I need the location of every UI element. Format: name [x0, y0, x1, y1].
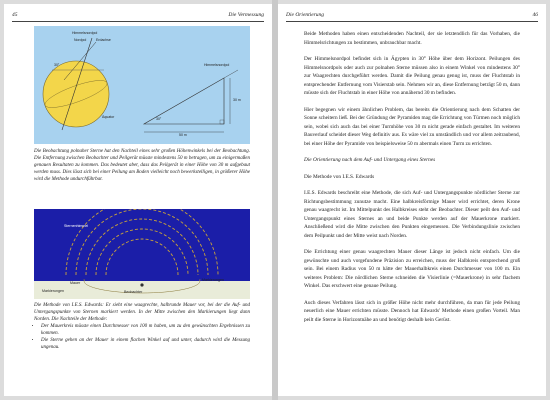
label-aequator: Äquator [102, 115, 115, 119]
section-heading: Die Orientierung nach dem Auf- und Untergang eines Sternes [304, 157, 436, 163]
body-text [304, 30, 520, 324]
caption-bullet: • Die Sterne gehen an der Mauer in einem flachen Winkel auf und unter, dadurch wird die Messung ungenau. [41, 337, 250, 351]
left-page-number: 45 [12, 12, 18, 18]
caption-bullet: • Der Mauerkreis müsste einen Durchmesser von 100 m haben, um zu den gewünschten Ergebnissen zu kommen. [41, 323, 250, 337]
star-arc-1 [106, 239, 178, 275]
figure-polar-star-drawing [34, 26, 250, 144]
label-sternenhimmel: Sternenhimmel [64, 224, 89, 228]
label-erdachse: Erdachse [96, 38, 111, 42]
label-markierungen-right: Markierungen [202, 278, 224, 282]
subsection-heading: Die Methode von I.E.S. Edwards [304, 173, 375, 180]
caption-figure-2-bullets [34, 323, 250, 351]
figure-edwards-method [34, 209, 250, 299]
figure-edwards-drawing [34, 209, 250, 299]
label-angle: 30° [54, 63, 60, 67]
right-angle-mark [220, 120, 224, 124]
label-mauer: Mauer [70, 281, 81, 285]
caption-figure-1 [34, 148, 250, 183]
label-markierungen-left: Markierungen [42, 289, 64, 293]
observer-point [140, 283, 143, 286]
body-paragraph: Beide Methoden haben einen entscheidenden Nachteil, der sie letztendlich für das Vorhaben, die Himmelsrichtungen zu bestimmen, unbrauchbar macht. [304, 31, 520, 46]
body-paragraph: Der Himmelsnordpol befindet sich in Ägypten in 30° Höhe über dem Horizont. Peilungen des Himmelsnordpols oder auch zur polnahen Sterne müssen also in einem Winkel von mindestens 30° zur Waagrechten durchgeführt werden. Damit die Peilung genau genug ist, muss der Fluchtstab in entsprechender Entfernung vom Visierstab sein. Nehmen wir an, diese Entfernung beträgt 50 m, dann müsste sich der Fluchtstab in einer Höhe von annähernd 30 m befinden. [304, 56, 520, 96]
left-page [4, 4, 272, 396]
label-angle-2: 30° [156, 117, 162, 121]
body-paragraph: Auch dieses Verfahren lässt sich in größer Höhe nicht mehr durchführen, da man für jede Peilung neuerlich eine Mauer errichten müsste. Dennoch hat Edwards' Methode einen großen Vorteil. Man peilt die Sterne in Horizontnähe an und benötigt deshalb kein Gerüst. [304, 299, 520, 323]
header-rule [286, 21, 538, 22]
figure-polar-star-observation [34, 26, 250, 144]
right-running-header [286, 12, 538, 23]
globe-shape [43, 61, 109, 127]
star-arcs [66, 209, 218, 275]
label-himmelsnordpol: Himmelsnordpol [72, 31, 98, 35]
label-height: 30 m [233, 98, 241, 102]
star-arc-2 [96, 229, 188, 275]
label-beobachter: Beobachter [124, 290, 143, 294]
header-rule [12, 21, 264, 22]
right-running-title: Die Orientierung [286, 12, 325, 18]
left-running-header [12, 12, 264, 23]
body-paragraph: Hier begegnen wir einem ähnlichen Problem, das bereits die Orientierung nach dem Schatten der Sonne scheitern ließ. Bei der Gründung der Pyramiden mag die Errichtung von Türmen noch möglich sein, wobei sich auch das bei einer Turmhöhe von 30 m nicht gerade einfach gestaltet. Im weiteren Bauverlauf scheidet dieser Weg definitiv aus. Es wäre viel zu umständlich und vor allem zeitraubend, bei einer Höhe der Pyramide von beispielsweise 50 m abermals einen Turm zu errichten. [304, 106, 520, 147]
sight-extension [224, 70, 238, 78]
left-running-title: Die Vermessung [228, 12, 264, 18]
body-paragraph: Die Errichtung einer genau waagrechten Mauer dieser Länge ist jedoch nicht einfach. Um die gewünschte und auch vorgefundene Präzision zu erreichen, muss der Halbkreis entsprechend groß sein. Bei einem Radius von 50 m hätte der Mauerhalbkreis einen Durchmesser von 100 m. Ein weiteres Problem: Die nördlichen Sterne schneiden die Visierlinie (=Mauerkrone) in sehr flachem Winkel. Das erschwert eine genaue Peilung. [304, 249, 520, 289]
caption-figure-2 [34, 302, 250, 351]
right-page [278, 4, 546, 396]
label-nordpol: Nordpol [74, 38, 87, 42]
body-paragraph: I.E.S. Edwards beschreibt eine Methode, die sich Auf- und Untergangspunkte nördlicher Sterne zur Richtungsbestimmung zunutze macht. Eine halbkreisförmige Mauer wird errichtet, deren Krone genau waagrecht ist. Im Mittelpunkt des Halbkreises steht der Beobachter. Dieser peilt den Auf- und Untergangspunkt eines Sternes an und beide Punkte werden auf der Mauerkrone markiert. Anschließend wird die Mitte zwischen den Punkten eingemessen. Die Verbindungslinie zwischen dem Peilpunkt und der Mitte weist nach Norden. [304, 190, 520, 239]
label-himmelsnordpol-2: Himmelsnordpol [204, 63, 230, 67]
label-distance: 50 m [179, 133, 187, 137]
caption-figure-2-intro: Die Methode von I.E.S. Edwards: Er sieht eine waagrechte, halbrunde Mauer vor, bei der die Auf- und Untergangspunkte von Sternen markiert werden. In der Mitte zwischen den Markierungen liegt dann Norden. Die Nachteile der Methode: [34, 303, 250, 323]
right-page-number: 46 [532, 12, 538, 18]
star-arc-3 [86, 219, 198, 275]
caption-figure-1-text: Die Beobachtung polnaher Sterne hat den Nachteil eines sehr großen Höhenwinkels bei der Beobachtung. Die Entfernung zwischen Beobachter und Peilgerät müsste mindestens 50 m betragen, um zu einigermaßen genauen Resultaten zu kommen. Das bedeutet aber, dass das Peilgerät in einer Höhe von 30 m aufgebaut werden muss. Dies lässt sich bei einer Peilung am Boden vielleicht noch bewerkstelligen, in größerer Höhe wird die Methode undurchführbar. [34, 149, 250, 183]
